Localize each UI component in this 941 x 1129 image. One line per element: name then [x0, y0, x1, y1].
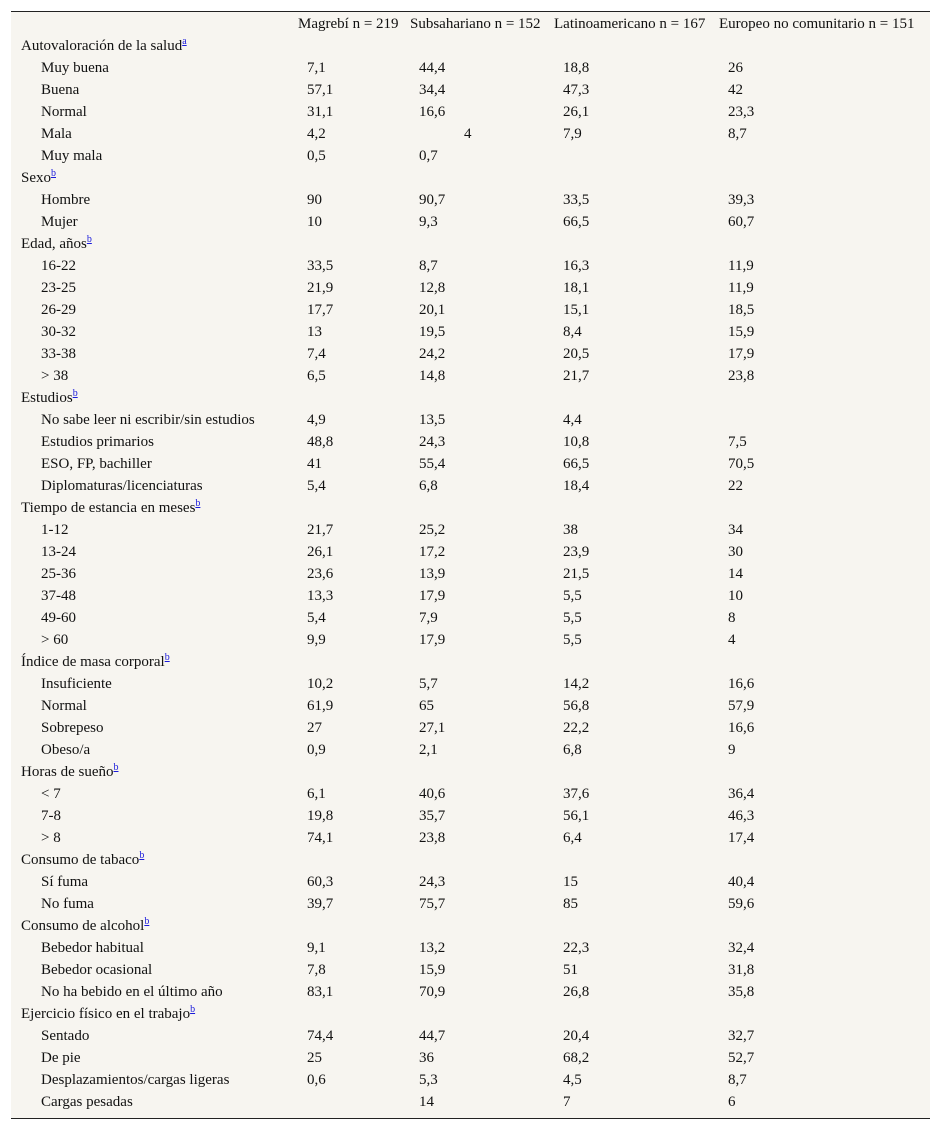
value-cell: 16,3 — [563, 258, 590, 274]
row-label: 33-38 — [41, 346, 76, 362]
value-cell: 85 — [563, 896, 578, 912]
column-header-latinoamericano: Latinoamericano n = 167 — [554, 16, 706, 32]
value-cell: 10 — [307, 214, 322, 230]
value-cell: 6,1 — [307, 786, 326, 802]
value-cell: 6,5 — [307, 368, 326, 384]
table-row — [11, 453, 930, 475]
section-label-text: Consumo de tabaco — [21, 852, 140, 868]
section-label-text: Estudios — [21, 390, 73, 406]
value-cell: 21,7 — [307, 522, 334, 538]
value-cell: 32,7 — [728, 1028, 755, 1044]
value-cell: 51 — [563, 962, 578, 978]
value-cell: 55,4 — [419, 456, 446, 472]
row-label: 25-36 — [41, 566, 76, 582]
value-cell: 25,2 — [419, 522, 446, 538]
value-cell: 22,3 — [563, 940, 590, 956]
section-label — [21, 167, 56, 189]
row-label: 37-48 — [41, 588, 76, 604]
value-cell: 27 — [307, 720, 322, 736]
value-cell: 83,1 — [307, 984, 334, 1000]
value-cell: 5,4 — [307, 610, 326, 626]
row-label: 26-29 — [41, 302, 76, 318]
table-row — [11, 805, 930, 827]
section-header-row — [11, 233, 930, 255]
value-cell: 10 — [728, 588, 743, 604]
value-cell: 38 — [563, 522, 578, 538]
value-cell: 66,5 — [563, 456, 590, 472]
value-cell: 6,4 — [563, 830, 582, 846]
table-row — [11, 57, 930, 79]
value-cell: 90,7 — [419, 192, 446, 208]
value-cell: 24,3 — [419, 434, 446, 450]
value-cell: 23,8 — [728, 368, 755, 384]
value-cell: 66,5 — [563, 214, 590, 230]
section-header-row — [11, 651, 930, 673]
section-label — [21, 849, 144, 871]
footnote-link[interactable]: b — [51, 168, 56, 179]
value-cell: 5,3 — [419, 1072, 438, 1088]
column-header-subsahariano: Subsahariano n = 152 — [410, 16, 541, 32]
value-cell: 20,4 — [563, 1028, 590, 1044]
value-cell: 34 — [728, 522, 743, 538]
section-label-text: Consumo de alcohol — [21, 918, 145, 934]
table-row — [11, 893, 930, 915]
value-cell: 56,8 — [563, 698, 590, 714]
value-cell: 20,1 — [419, 302, 446, 318]
table-row — [11, 409, 930, 431]
value-cell: 34,4 — [419, 82, 446, 98]
value-cell: 74,1 — [307, 830, 334, 846]
section-label — [21, 387, 78, 409]
table-row — [11, 783, 930, 805]
value-cell: 22,2 — [563, 720, 590, 736]
table-row — [11, 1047, 930, 1069]
value-cell: 60,7 — [728, 214, 755, 230]
value-cell: 13,5 — [419, 412, 446, 428]
value-cell: 23,9 — [563, 544, 590, 560]
value-cell: 9,3 — [419, 214, 438, 230]
value-cell: 0,9 — [307, 742, 326, 758]
value-cell: 44,7 — [419, 1028, 446, 1044]
section-label — [21, 915, 149, 937]
value-cell: 27,1 — [419, 720, 446, 736]
value-cell: 15,1 — [563, 302, 590, 318]
table-row — [11, 519, 930, 541]
row-label: ESO, FP, bachiller — [41, 456, 152, 472]
row-label: Mujer — [41, 214, 78, 230]
row-label: > 60 — [41, 632, 69, 648]
value-cell: 90 — [307, 192, 322, 208]
value-cell: 41 — [307, 456, 322, 472]
value-cell: 13,3 — [307, 588, 334, 604]
value-cell: 15,9 — [728, 324, 755, 340]
value-cell: 35,7 — [419, 808, 446, 824]
row-label: Obeso/a — [41, 742, 91, 758]
table-row — [11, 431, 930, 453]
value-cell: 48,8 — [307, 434, 334, 450]
row-label: Bebedor ocasional — [41, 962, 153, 978]
value-cell: 36,4 — [728, 786, 755, 802]
row-label: Buena — [41, 82, 80, 98]
section-header-row — [11, 915, 930, 937]
table-row — [11, 343, 930, 365]
value-cell: 70,9 — [419, 984, 446, 1000]
value-cell: 11,9 — [728, 280, 754, 296]
value-cell: 30 — [728, 544, 743, 560]
value-cell: 21,5 — [563, 566, 590, 582]
row-label: 30-32 — [41, 324, 76, 340]
value-cell: 8,7 — [728, 126, 747, 142]
value-cell: 20,5 — [563, 346, 590, 362]
table-row — [11, 79, 930, 101]
section-header-row — [11, 387, 930, 409]
row-label: > 8 — [41, 830, 61, 846]
value-cell: 60,3 — [307, 874, 334, 890]
row-label: Estudios primarios — [41, 434, 154, 450]
value-cell: 7,9 — [563, 126, 582, 142]
value-cell: 14,8 — [419, 368, 446, 384]
value-cell: 17,9 — [419, 588, 446, 604]
value-cell: 14 — [419, 1094, 434, 1110]
section-label — [21, 35, 187, 57]
table-row — [11, 981, 930, 1003]
row-label: Normal — [41, 698, 87, 714]
section-header-row — [11, 35, 930, 57]
row-label: De pie — [41, 1050, 81, 1066]
footnote-link[interactable]: b — [144, 916, 150, 927]
value-cell: 23,6 — [307, 566, 334, 582]
table-row — [11, 189, 930, 211]
value-cell: 5,5 — [563, 610, 582, 626]
value-cell: 4,4 — [563, 412, 582, 428]
section-label-text: Edad, años — [21, 236, 87, 252]
value-cell: 23,8 — [419, 830, 446, 846]
table-row — [11, 695, 930, 717]
section-label — [21, 497, 200, 519]
value-cell: 13,9 — [419, 566, 446, 582]
row-label: Muy buena — [41, 60, 109, 76]
value-cell: 9,1 — [307, 940, 326, 956]
table-row — [11, 321, 930, 343]
value-cell: 6 — [728, 1094, 736, 1110]
row-label: No ha bebido en el último año — [41, 984, 223, 1000]
value-cell: 18,8 — [563, 60, 590, 76]
value-cell: 7,8 — [307, 962, 326, 978]
row-label: Muy mala — [41, 148, 103, 164]
value-cell: 8 — [728, 610, 736, 626]
value-cell: 6,8 — [419, 478, 438, 494]
table-row — [11, 717, 930, 739]
table-row — [11, 563, 930, 585]
value-cell: 31,1 — [307, 104, 334, 120]
value-cell: 10,8 — [563, 434, 590, 450]
value-cell: 7,1 — [307, 60, 326, 76]
value-cell: 33,5 — [563, 192, 590, 208]
footnote-link[interactable]: b — [113, 762, 119, 773]
section-label-text: Horas de sueño — [21, 764, 114, 780]
value-cell: 26,1 — [307, 544, 334, 560]
row-label: 1-12 — [41, 522, 69, 538]
value-cell: 7,9 — [419, 610, 438, 626]
value-cell: 10,2 — [307, 676, 334, 692]
value-cell: 0,7 — [419, 148, 438, 164]
table-row — [11, 827, 930, 849]
row-label: Diplomaturas/licenciaturas — [41, 478, 203, 494]
row-label: Mala — [41, 126, 72, 142]
value-cell: 13 — [307, 324, 322, 340]
footnote-link[interactable]: b — [190, 1004, 196, 1015]
table-row — [11, 739, 930, 761]
row-label: Desplazamientos/cargas ligeras — [41, 1072, 230, 1088]
row-label: Normal — [41, 104, 87, 120]
table-row — [11, 629, 930, 651]
value-cell: 5,5 — [563, 588, 582, 604]
value-cell: 61,9 — [307, 698, 334, 714]
column-header-magrebi: Magrebí n = 219 — [298, 16, 399, 32]
footnote-link[interactable]: b — [195, 498, 201, 509]
value-cell: 5,4 — [307, 478, 326, 494]
row-label: Insuficiente — [41, 676, 112, 692]
value-cell: 18,4 — [563, 478, 590, 494]
value-cell: 17,4 — [728, 830, 755, 846]
section-label-text: Autovaloración de la salud — [21, 38, 183, 54]
value-cell: 9,9 — [307, 632, 326, 648]
value-cell: 18,5 — [728, 302, 755, 318]
section-label-text: Índice de masa corporal — [21, 654, 165, 670]
value-cell: 26 — [728, 60, 743, 76]
table-row — [11, 871, 930, 893]
data-table — [11, 11, 930, 1119]
value-cell: 35,8 — [728, 984, 755, 1000]
table-row — [11, 255, 930, 277]
value-cell: 52,7 — [728, 1050, 755, 1066]
row-label: 7-8 — [41, 808, 61, 824]
footnote-link[interactable]: a — [182, 36, 187, 47]
section-label — [21, 233, 92, 255]
value-cell: 4,9 — [307, 412, 326, 428]
value-cell: 6,8 — [563, 742, 582, 758]
value-cell: 15 — [563, 874, 578, 890]
section-label-text: Ejercicio físico en el trabajo — [21, 1006, 191, 1022]
value-cell: 4,5 — [563, 1072, 582, 1088]
value-cell: 26,1 — [563, 104, 590, 120]
value-cell: 18,1 — [563, 280, 590, 296]
value-cell: 68,2 — [563, 1050, 590, 1066]
table-row — [11, 299, 930, 321]
table-row — [11, 585, 930, 607]
value-cell: 14 — [728, 566, 743, 582]
table-row — [11, 1069, 930, 1091]
value-cell: 8,4 — [563, 324, 582, 340]
table-row — [11, 1025, 930, 1047]
value-cell: 40,6 — [419, 786, 446, 802]
row-label: No sabe leer ni escribir/sin estudios — [41, 412, 255, 428]
value-cell: 39,7 — [307, 896, 334, 912]
table-row — [11, 959, 930, 981]
value-cell: 7,4 — [307, 346, 326, 362]
section-header-row — [11, 761, 930, 783]
footnote-link[interactable]: b — [164, 652, 170, 663]
footnote-link[interactable]: b — [86, 234, 92, 245]
section-header-row — [11, 1003, 930, 1025]
value-cell: 17,9 — [728, 346, 755, 362]
section-header-row — [11, 497, 930, 519]
value-cell: 57,1 — [307, 82, 334, 98]
value-cell: 33,5 — [307, 258, 334, 274]
table-row — [11, 123, 930, 145]
row-label: 16-22 — [41, 258, 76, 274]
row-label: Sobrepeso — [41, 720, 104, 736]
value-cell: 56,1 — [563, 808, 590, 824]
table-row — [11, 101, 930, 123]
value-cell: 74,4 — [307, 1028, 334, 1044]
value-cell: 19,8 — [307, 808, 334, 824]
value-cell: 57,9 — [728, 698, 755, 714]
value-cell: 0,5 — [307, 148, 326, 164]
row-label: Hombre — [41, 192, 91, 208]
value-cell: 8,7 — [419, 258, 438, 274]
value-cell: 17,7 — [307, 302, 334, 318]
value-cell: 4 — [728, 632, 736, 648]
value-cell: 39,3 — [728, 192, 755, 208]
value-cell: 65 — [419, 698, 434, 714]
value-cell: 21,7 — [563, 368, 590, 384]
table-row — [11, 475, 930, 497]
value-cell: 32,4 — [728, 940, 755, 956]
value-cell: 16,6 — [728, 720, 755, 736]
value-cell: 8,7 — [728, 1072, 747, 1088]
row-label: Sí fuma — [41, 874, 89, 890]
footnote-link[interactable]: b — [72, 388, 78, 399]
section-label — [21, 761, 118, 783]
table-row — [11, 145, 930, 167]
section-label — [21, 1003, 195, 1025]
footnote-link[interactable]: b — [139, 850, 145, 861]
value-cell: 5,7 — [419, 676, 438, 692]
value-cell: 17,9 — [419, 632, 446, 648]
section-label — [21, 651, 170, 673]
value-cell: 47,3 — [563, 82, 590, 98]
table-row — [11, 277, 930, 299]
column-header-europeo: Europeo no comunitario n = 151 — [719, 16, 915, 32]
value-cell: 17,2 — [419, 544, 446, 560]
value-cell: 14,2 — [563, 676, 590, 692]
row-label: Cargas pesadas — [41, 1094, 133, 1110]
row-label: 49-60 — [41, 610, 76, 626]
value-cell: 26,8 — [563, 984, 590, 1000]
section-header-row — [11, 167, 930, 189]
value-cell: 36 — [419, 1050, 434, 1066]
row-label: 23-25 — [41, 280, 76, 296]
row-label: Sentado — [41, 1028, 90, 1044]
value-cell: 5,5 — [563, 632, 582, 648]
value-cell: 7 — [563, 1094, 571, 1110]
row-label: No fuma — [41, 896, 94, 912]
value-cell: 16,6 — [419, 104, 446, 120]
value-cell: 21,9 — [307, 280, 334, 296]
row-label: 13-24 — [41, 544, 76, 560]
value-cell: 70,5 — [728, 456, 755, 472]
value-cell: 46,3 — [728, 808, 755, 824]
value-cell: 24,2 — [419, 346, 446, 362]
table-row — [11, 1091, 930, 1113]
value-cell: 4 — [464, 126, 472, 142]
value-cell: 13,2 — [419, 940, 446, 956]
value-cell: 16,6 — [728, 676, 755, 692]
section-label-text: Sexo — [21, 170, 51, 186]
value-cell: 22 — [728, 478, 743, 494]
value-cell: 2,1 — [419, 742, 438, 758]
value-cell: 37,6 — [563, 786, 590, 802]
value-cell: 31,8 — [728, 962, 755, 978]
value-cell: 42 — [728, 82, 743, 98]
section-header-row — [11, 849, 930, 871]
value-cell: 4,2 — [307, 126, 326, 142]
value-cell: 24,3 — [419, 874, 446, 890]
table-row — [11, 607, 930, 629]
row-label: < 7 — [41, 786, 61, 802]
value-cell: 11,9 — [728, 258, 754, 274]
row-label: > 38 — [41, 368, 69, 384]
value-cell: 23,3 — [728, 104, 755, 120]
table-row — [11, 211, 930, 233]
value-cell: 9 — [728, 742, 736, 758]
row-label: Bebedor habitual — [41, 940, 144, 956]
table-row — [11, 541, 930, 563]
value-cell: 12,8 — [419, 280, 446, 296]
value-cell: 75,7 — [419, 896, 446, 912]
section-label-text: Tiempo de estancia en meses — [21, 500, 196, 516]
value-cell: 0,6 — [307, 1072, 326, 1088]
value-cell: 19,5 — [419, 324, 446, 340]
value-cell: 7,5 — [728, 434, 747, 450]
table-row — [11, 365, 930, 387]
value-cell: 25 — [307, 1050, 322, 1066]
value-cell: 44,4 — [419, 60, 446, 76]
value-cell: 59,6 — [728, 896, 755, 912]
table-row — [11, 673, 930, 695]
table-row — [11, 937, 930, 959]
value-cell: 15,9 — [419, 962, 446, 978]
value-cell: 40,4 — [728, 874, 755, 890]
